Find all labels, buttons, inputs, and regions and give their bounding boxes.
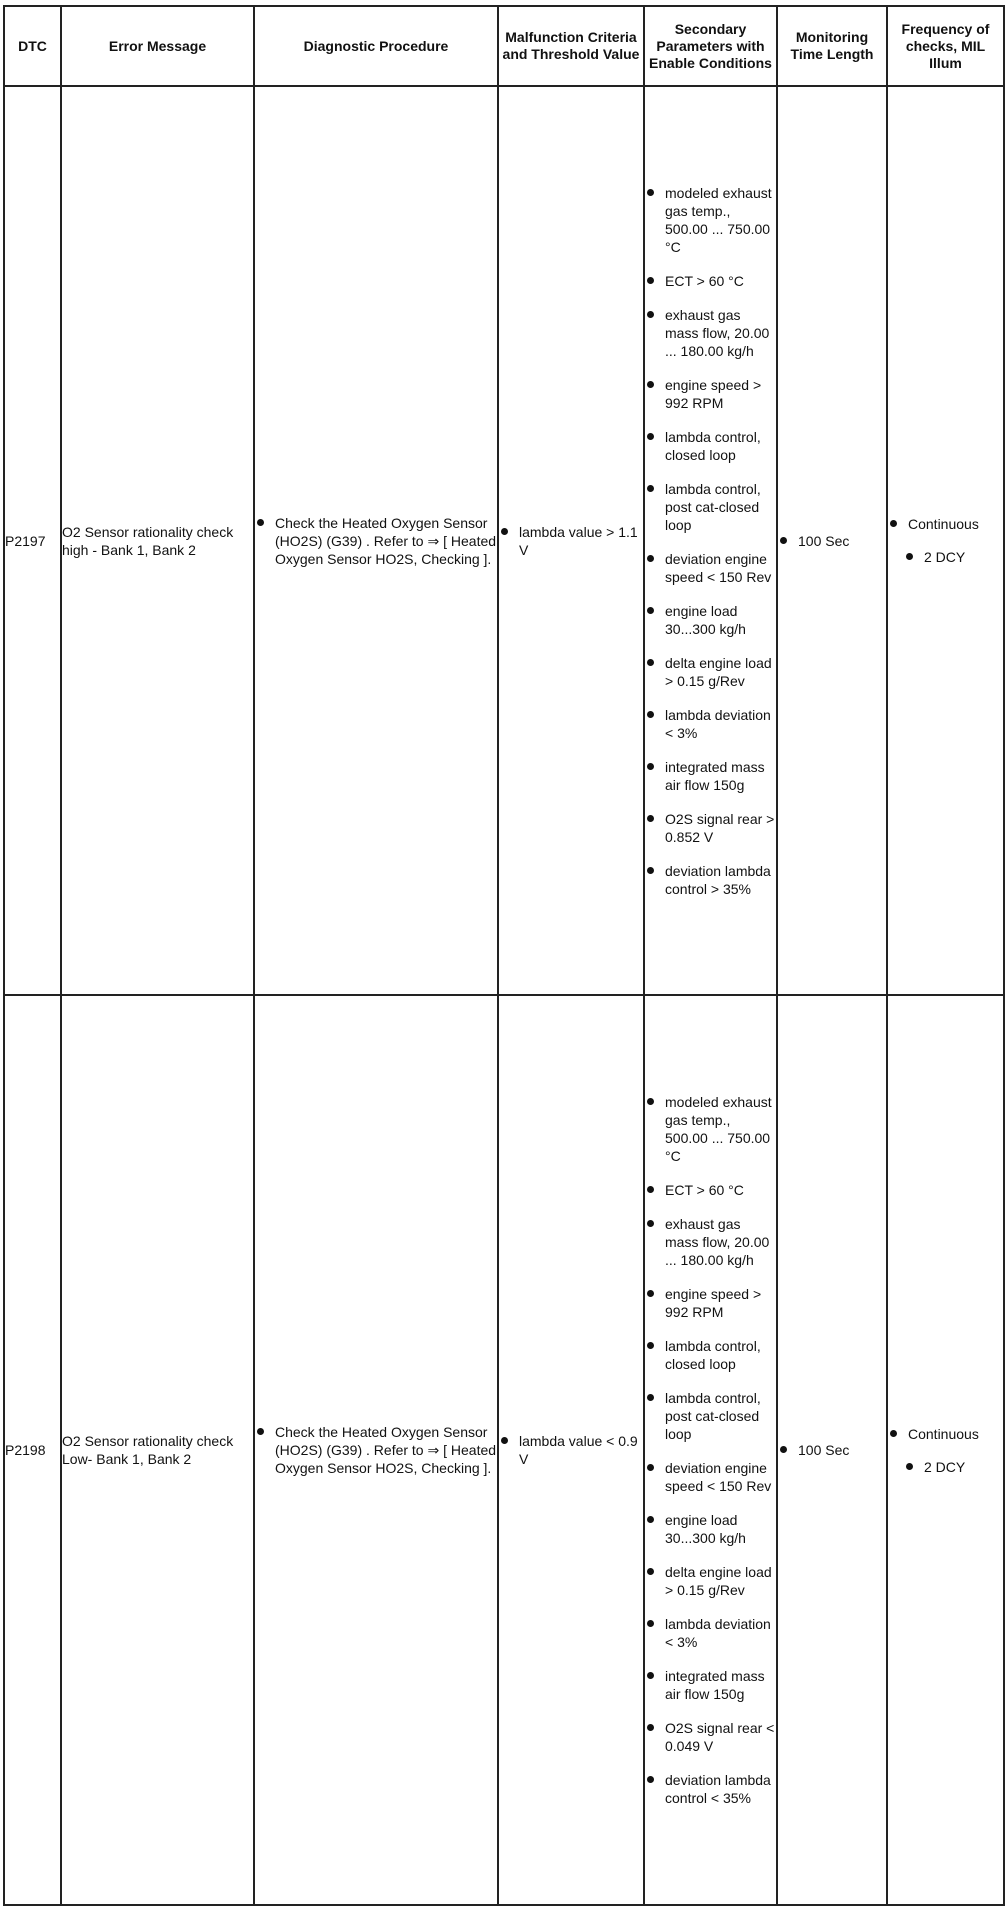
header-monitoring-time: Monitoring Time Length — [777, 6, 887, 86]
error-message: O2 Sensor rationality check Low- Bank 1, Bank 2 — [61, 995, 254, 1905]
malfunction-criteria-cell — [498, 86, 644, 995]
error-message: O2 Sensor rationality check high - Bank 1, Bank 2 — [61, 86, 254, 995]
malfunction-criteria: lambda value < 0.9 V — [499, 1432, 643, 1468]
frequency-cell — [887, 86, 1004, 995]
malfunction-criteria-cell — [498, 995, 644, 1905]
frequency-dcy: 2 DCY — [904, 548, 1003, 566]
header-secondary-parameters: Secondary Parameters with Enable Conditions — [644, 6, 777, 86]
secondary-parameter: exhaust gas mass flow, 20.00 ... 180.00 kg/h — [645, 1215, 776, 1269]
secondary-parameter: deviation engine speed < 150 Rev — [645, 1459, 776, 1495]
secondary-parameter: engine load 30...300 kg/h — [645, 1511, 776, 1547]
monitoring-time-cell — [777, 86, 887, 995]
monitoring-time: 100 Sec — [778, 1441, 886, 1459]
secondary-parameter: lambda deviation < 3% — [645, 706, 776, 742]
monitoring-time-cell — [777, 995, 887, 1905]
header-frequency: Frequency of checks, MIL Illum — [887, 6, 1004, 86]
secondary-parameter: lambda control, closed loop — [645, 1337, 776, 1373]
secondary-parameter: engine speed > 992 RPM — [645, 376, 776, 412]
diagnostic-procedure-cell — [254, 86, 498, 995]
secondary-parameter: engine speed > 992 RPM — [645, 1285, 776, 1321]
secondary-parameter: modeled exhaust gas temp., 500.00 ... 750.00 °C — [645, 184, 776, 256]
diagnostic-procedure: Check the Heated Oxygen Sensor (HO2S) (G39) . Refer to ⇒ [ Heated Oxygen Sensor HO2S, Checking ]. — [255, 514, 497, 568]
monitoring-time: 100 Sec — [778, 532, 886, 550]
secondary-parameter: deviation lambda control < 35% — [645, 1771, 776, 1807]
secondary-parameters-cell — [644, 995, 777, 1905]
diagnostic-procedure-cell — [254, 995, 498, 1905]
secondary-parameter: modeled exhaust gas temp., 500.00 ... 750.00 °C — [645, 1093, 776, 1165]
header-row — [4, 6, 1004, 86]
dtc-code: P2197 — [4, 86, 61, 995]
diagnostic-procedure: Check the Heated Oxygen Sensor (HO2S) (G39) . Refer to ⇒ [ Heated Oxygen Sensor HO2S, Checking ]. — [255, 1423, 497, 1477]
frequency-dcy: 2 DCY — [904, 1458, 1003, 1476]
frequency-continuous: Continuous — [888, 1425, 1003, 1443]
dtc-code: P2198 — [4, 995, 61, 1905]
secondary-parameter: lambda deviation < 3% — [645, 1615, 776, 1651]
dtc-table — [3, 5, 1005, 1906]
secondary-parameter: O2S signal rear < 0.049 V — [645, 1719, 776, 1755]
malfunction-criteria: lambda value > 1.1 V — [499, 523, 643, 559]
header-diagnostic-procedure: Diagnostic Procedure — [254, 6, 498, 86]
secondary-parameter: lambda control, closed loop — [645, 428, 776, 464]
secondary-parameter: deviation engine speed < 150 Rev — [645, 550, 776, 586]
header-dtc: DTC — [4, 6, 61, 86]
secondary-parameter: lambda control, post cat-closed loop — [645, 1389, 776, 1443]
header-malfunction-criteria: Malfunction Criteria and Threshold Value — [498, 6, 644, 86]
secondary-parameter: ECT > 60 °C — [645, 1181, 776, 1199]
secondary-parameter: O2S signal rear > 0.852 V — [645, 810, 776, 846]
secondary-parameter: engine load 30...300 kg/h — [645, 602, 776, 638]
secondary-parameter: delta engine load > 0.15 g/Rev — [645, 654, 776, 690]
frequency-cell — [887, 995, 1004, 1905]
header-error-message: Error Message — [61, 6, 254, 86]
secondary-parameter: lambda control, post cat-closed loop — [645, 480, 776, 534]
secondary-parameter: exhaust gas mass flow, 20.00 ... 180.00 kg/h — [645, 306, 776, 360]
secondary-parameter: integrated mass air flow 150g — [645, 758, 776, 794]
secondary-parameter: deviation lambda control > 35% — [645, 862, 776, 898]
secondary-parameter: integrated mass air flow 150g — [645, 1667, 776, 1703]
secondary-parameter: ECT > 60 °C — [645, 272, 776, 290]
frequency-continuous: Continuous — [888, 515, 1003, 533]
secondary-parameters-cell — [644, 86, 777, 995]
table-row — [4, 995, 1004, 1905]
secondary-parameter: delta engine load > 0.15 g/Rev — [645, 1563, 776, 1599]
table-row — [4, 86, 1004, 995]
